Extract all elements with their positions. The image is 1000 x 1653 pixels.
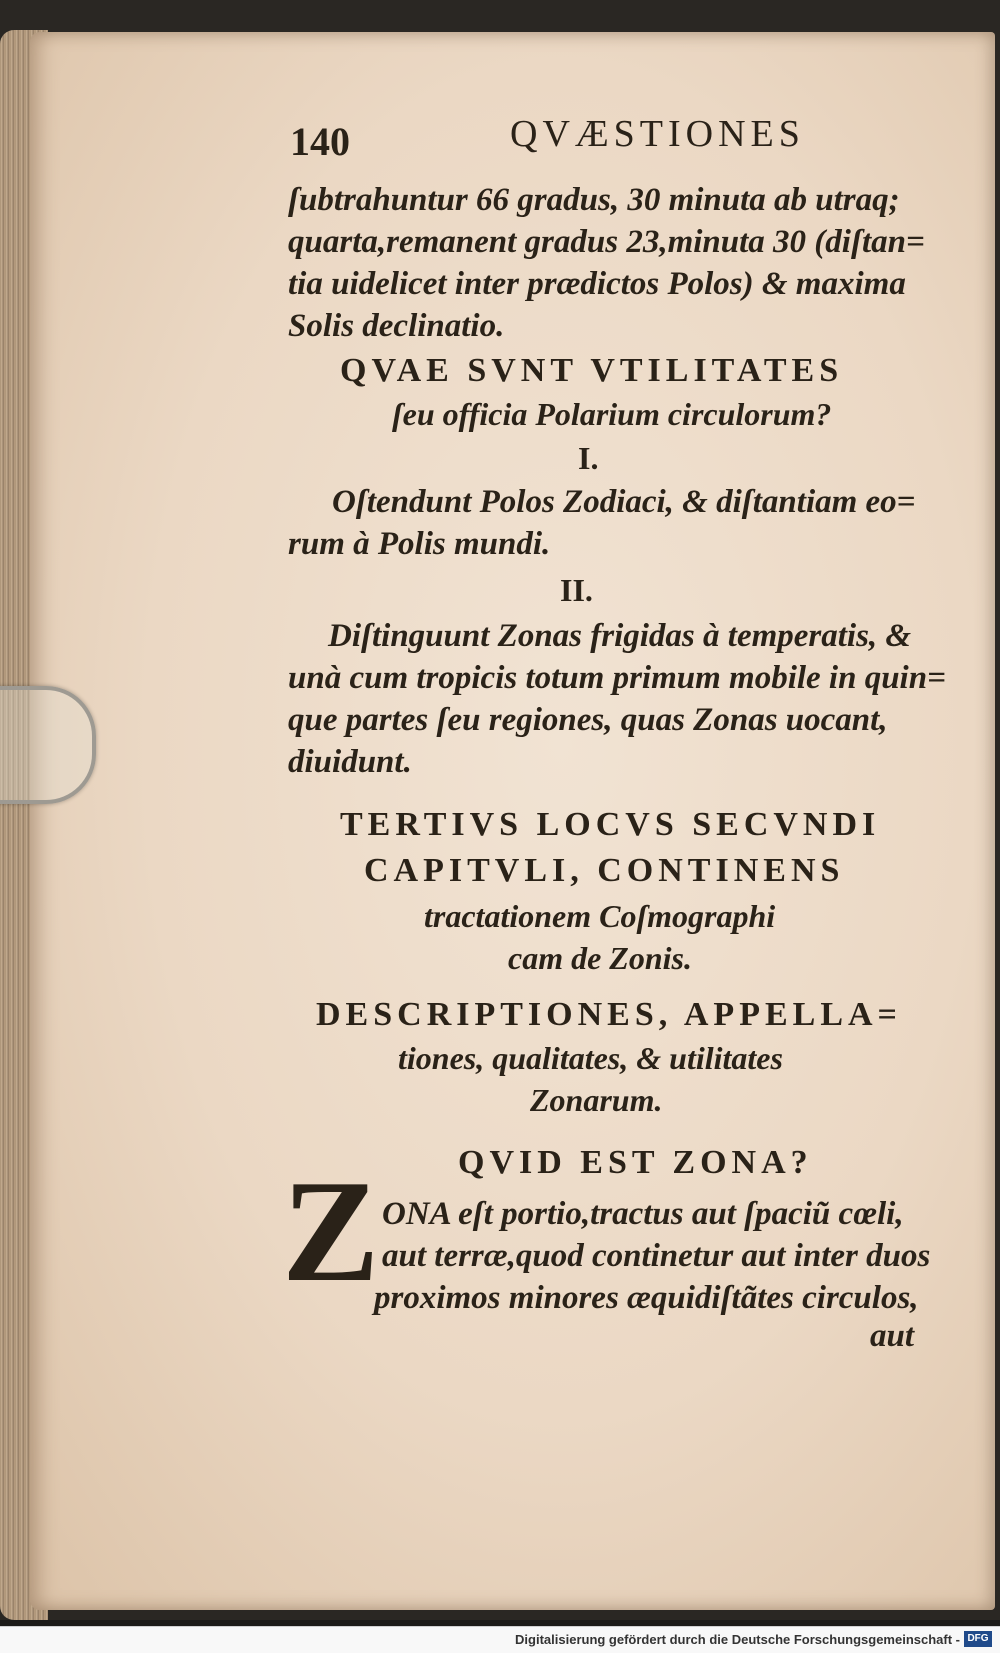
text-line: aut terræ,quod continetur aut inter duos [382,1238,931,1274]
catchword: aut [870,1318,915,1354]
text-line: ONA eſt portio,tractus aut ſpaciũ cœli, [382,1196,904,1232]
text-line: diuidunt. [288,744,412,780]
text-line: quarta,remanent gradus 23,minuta 30 (diſtan= [288,224,925,260]
section-heading: DESCRIPTIONES, APPELLA= [316,996,902,1033]
dfg-logo: DFG [964,1631,992,1647]
numeral: I. [578,440,599,476]
page-clip [0,686,96,804]
text-line: tia uidelicet inter prædictos Polos) & maxima [288,266,906,302]
text-line: proximos minores æquidiſtãtes circulos, [374,1280,919,1316]
text-line: Oſtendunt Polos Zodiaci, & diſtantiam eo= [332,484,916,520]
section-heading: QVAE SVNT VTILITATES [340,352,844,389]
numeral: II. [560,572,593,608]
section-heading: QVID EST ZONA? [458,1144,813,1181]
page-number: 140 [290,119,350,164]
text-line: que partes ſeu regiones, quas Zonas uocant, [288,702,888,738]
section-subheading: Zonarum. [530,1082,663,1118]
text-line: unà cum tropicis totum primum mobile in quin= [288,660,946,696]
text-line: ſubtrahuntur 66 gradus, 30 minuta ab utraq; [288,182,900,218]
section-subheading: cam de Zonis. [508,940,692,976]
text-line: Solis declinatio. [288,308,505,344]
text-line: Diſtinguunt Zonas frigidas à temperatis, & [328,618,912,654]
section-subheading: tractationem Coſmographi [424,898,776,934]
section-heading: CAPITVLI, CONTINENS [364,852,845,889]
text-line: rum à Polis mundi. [288,526,551,562]
section-subheading: ſeu officia Polarium circulorum? [392,396,832,432]
footer-credit: Digitalisierung gefördert durch die Deutsche Forschungsgemeinschaft - [515,1632,960,1647]
drop-cap: Z [282,1150,380,1312]
footer-bar [0,1626,1000,1653]
section-heading: TERTIVS LOCVS SECVNDI [340,806,881,843]
section-subheading: tiones, qualitates, & utilitates [398,1040,783,1076]
running-title: QVÆSTIONES [510,113,805,155]
